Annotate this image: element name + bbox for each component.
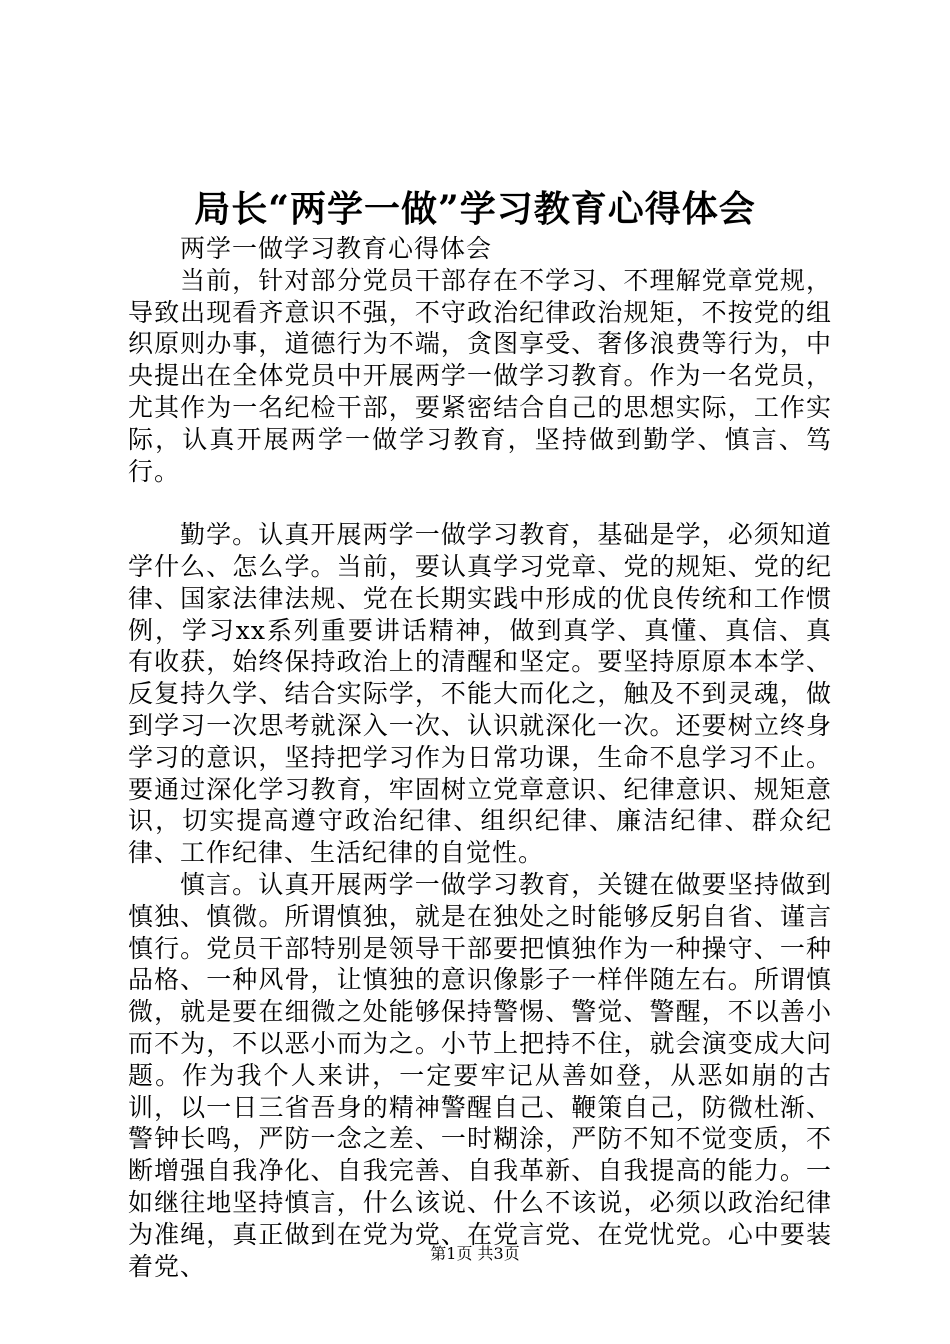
document-body: [128, 233, 832, 1282]
page-indicator: 第1页 共3页: [430, 1244, 520, 1263]
paragraph-diligent-study: 勤学。认真开展两学一做学习教育，基础是学，必须知道学什么、怎么学。当前，要认真学习党章、党的规矩、党的纪律、国家法律法规、党在长期实践中形成的优良传统和工作惯例，学习xx系列重要讲话精神，做到真学、真懂、真信、真有收获，始终保持政治上的清醒和坚定。要坚持原原本本学、反复持久学、结合实际学，不能大而化之，触及不到灵魂，做到学习一次思考就深入一次、认识就深化一次。还要树立终身学习的意识，坚持把学习作为日常功课，生命不息学习不止。要通过深化学习教育，牢固树立党章意识、纪律意识、规矩意识，切实提高遵守政治纪律、组织纪律、廉洁纪律、群众纪律、工作纪律、生活纪律的自觉性。: [128, 520, 832, 868]
document-subtitle: 两学一做学习教育心得体会: [180, 234, 493, 263]
paragraph-intro: 当前，针对部分党员干部存在不学习、不理解党章党规，导致出现看齐意识不强，不守政治纪律政治规矩，不按党的组织原则办事，道德行为不端，贪图享受、奢侈浪费等行为，中央提出在全体党员中开展两学一做学习教育。作为一名党员，尤其作为一名纪检干部，要紧密结合自己的思想实际，工作实际，认真开展两学一做学习教育，坚持做到勤学、慎言、笃行。: [128, 265, 832, 486]
document-title: 局长“两学一做”学习教育心得体会: [194, 188, 756, 230]
paragraph-spacer: [128, 487, 832, 519]
paragraph-careful-speech: 慎言。认真开展两学一做学习教育，关键在做要坚持做到慎独、慎微。所谓慎独，就是在独处之时能够反躬自省、谨言慎行。党员干部特别是领导干部要把慎独作为一种操守、一种品格、一种风骨，让慎独的意识像影子一样伴随左右。所谓慎微，就是要在细微之处能够保持警惕、警觉、警醒，不以善小而不为，不以恶小而为之。小节上把持不住，就会演变成大问题。作为我个人来讲，一定要牢记从善如登，从恶如崩的古训，以一日三省吾身的精神警醒自己、鞭策自己，防微杜渐、警钟长鸣，严防一念之差、一时糊涂，严防不知不觉变质，不断增强自我净化、自我完善、自我革新、自我提高的能力。一如继往地坚持慎言，什么该说、什么不该说，必须以政治纪律为准绳，真正做到在党为党、在党言党、在党忧党。心中要装着党、: [128, 869, 832, 1281]
